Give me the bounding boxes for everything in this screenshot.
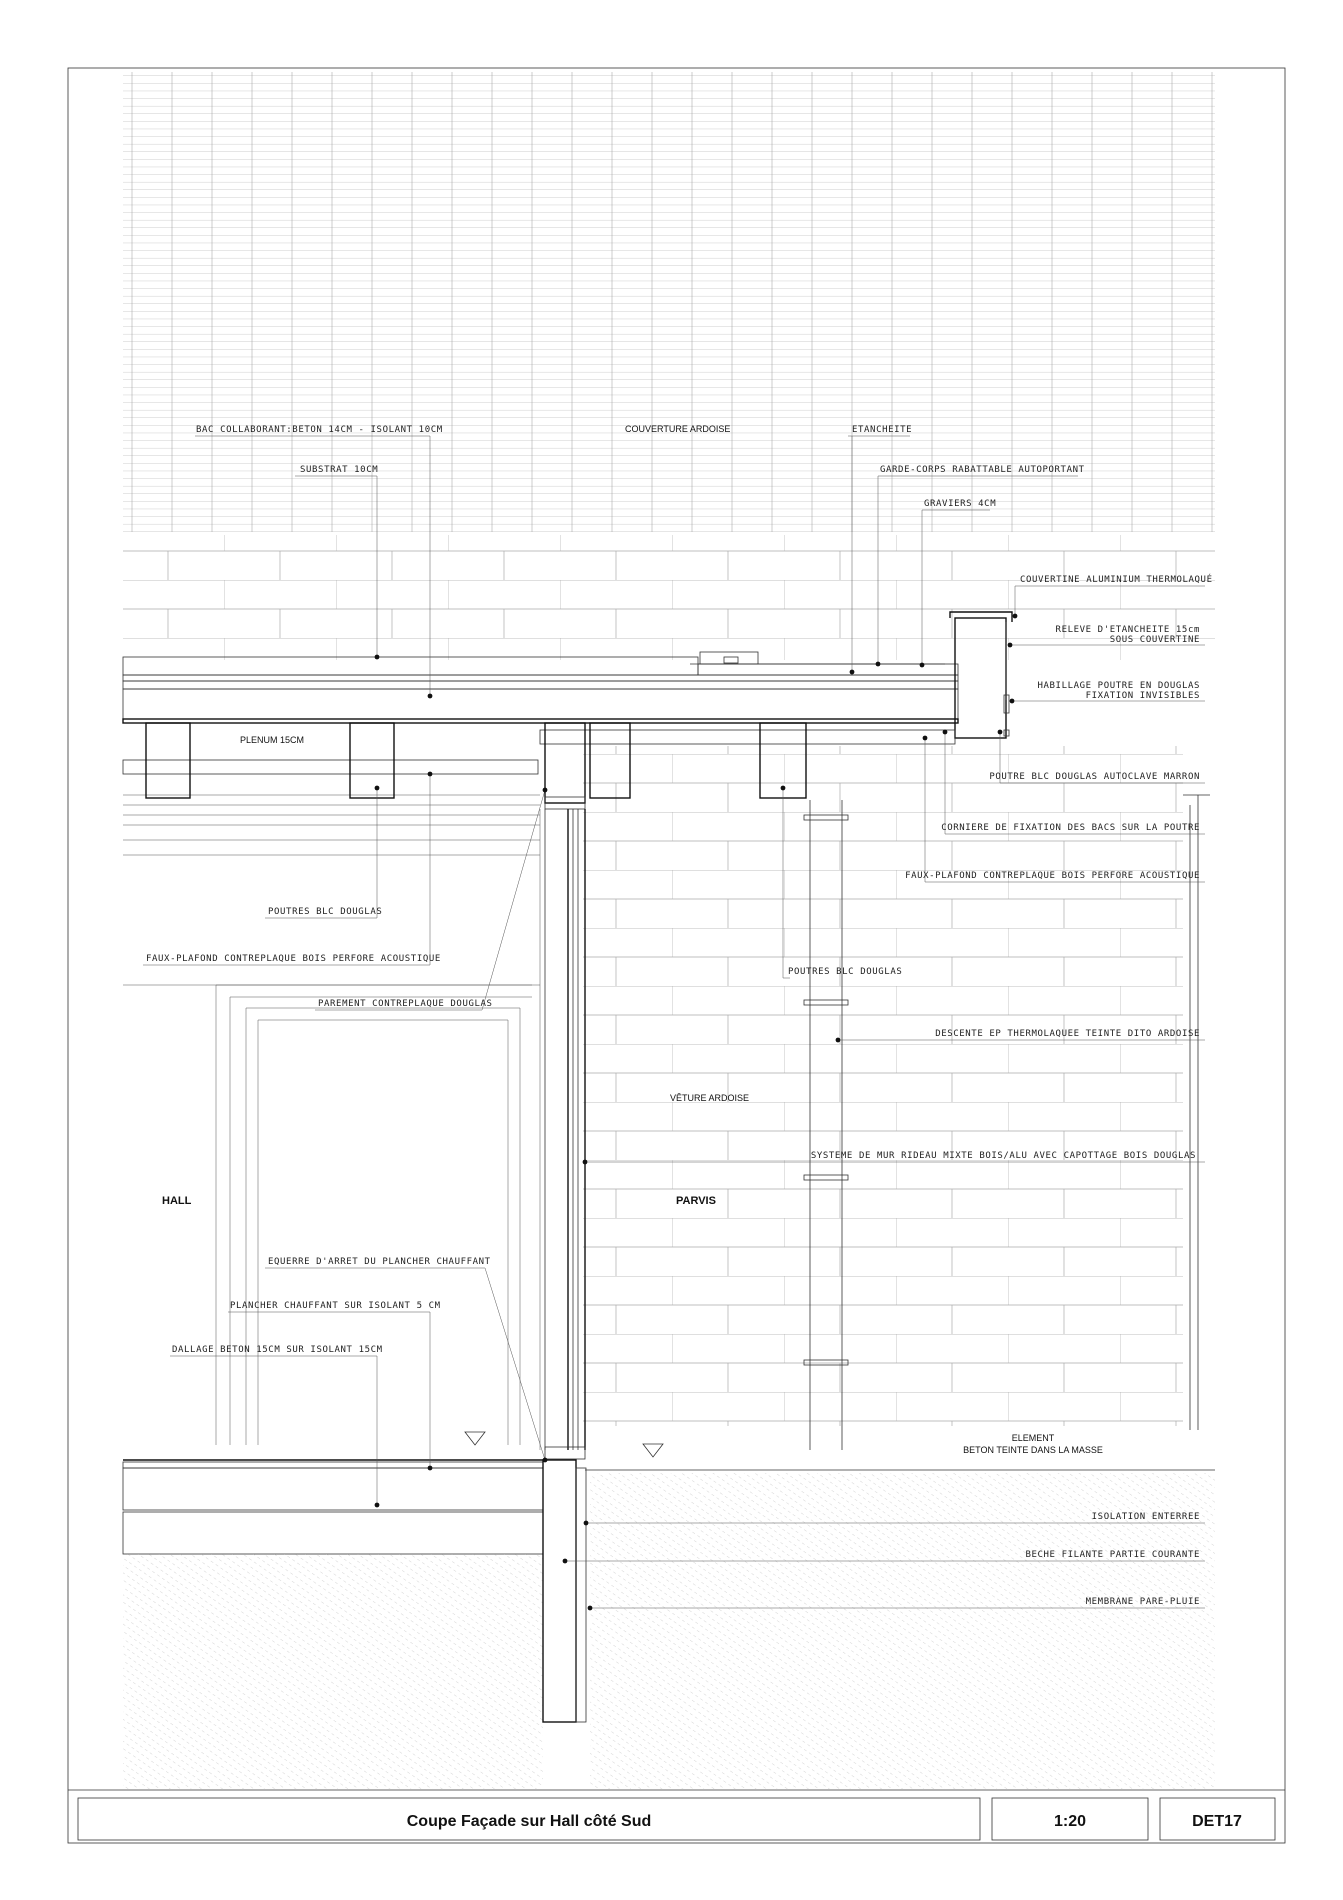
label-releve-2: SOUS COUVERTINE: [1109, 635, 1200, 645]
label-mur-rideau: SYSTEME DE MUR RIDEAU MIXTE BOIS/ALU AVEC CAPOTTAGE BOIS DOUGLAS: [810, 1151, 1196, 1161]
floor-slab: [123, 1460, 545, 1554]
label-habillage-1: HABILLAGE POUTRE EN DOUGLAS: [1037, 681, 1200, 691]
label-equerre: EQUERRE D'ARRET DU PLANCHER CHAUFFANT: [268, 1257, 491, 1267]
label-poutre-autoclave: POUTRE BLC DOUGLAS AUTOCLAVE MARRON: [989, 772, 1200, 782]
label-dallage: DALLAGE BETON 15CM SUR ISOLANT 15CM: [172, 1345, 383, 1355]
drawing-title: Coupe Façade sur Hall côté Sud: [406, 1813, 652, 1830]
label-corniere: CORNIERE DE FIXATION DES BACS SUR LA POUTRE: [941, 823, 1200, 833]
label-faux-plafond-left: FAUX-PLAFOND CONTREPLAQUE BOIS PERFORE ACOUSTIQUE: [146, 954, 441, 964]
exterior-level-marker: [643, 1444, 663, 1457]
label-couvertine: COUVERTINE ALUMINIUM THERMOLAQUÉ: [1020, 575, 1213, 585]
label-couverture-ardoise: COUVERTURE ARDOISE: [625, 424, 731, 434]
label-veture-ardoise: VÊTURE ARDOISE: [670, 1093, 750, 1103]
label-beche: BECHE FILANTE PARTIE COURANTE: [1025, 1550, 1200, 1560]
label-parement: PAREMENT CONTREPLAQUE DOUGLAS: [318, 999, 493, 1009]
label-element-2: BETON TEINTE DANS LA MASSE: [963, 1445, 1103, 1455]
soil-left: [123, 1554, 543, 1789]
masonry-elevation-parvis: [583, 746, 1183, 1426]
drawing-scale: 1:20: [1053, 1813, 1087, 1830]
hall-door-frame: [216, 985, 532, 1445]
title-block: [68, 1790, 1285, 1840]
label-isolation-enterree: ISOLATION ENTERREE: [1091, 1512, 1200, 1522]
label-substrat: SUBSTRAT 10CM: [300, 465, 379, 475]
perforated-ceiling-left: [123, 760, 538, 774]
label-parvis: PARVIS: [676, 1195, 716, 1207]
label-releve-1: RELEVE D'ETANCHEITE 15cm: [1055, 625, 1200, 635]
insulated-head: [545, 723, 585, 803]
label-descente-ep: DESCENTE EP THERMOLAQUEE TEINTE DITO ARDOISE: [935, 1029, 1200, 1039]
label-poutres-left: POUTRES BLC DOUGLAS: [268, 907, 383, 917]
perforated-ceiling-right: [540, 730, 955, 744]
gravel-strip: [698, 664, 958, 675]
slate-cladding-elevation: [123, 72, 1215, 532]
label-bac-collaborant: BAC COLLABORANT:BETON 14CM - ISOLANT 10CM: [196, 425, 443, 435]
curtain-wall: [540, 809, 585, 1459]
label-faux-plafond-right: FAUX-PLAFOND CONTREPLAQUE BOIS PERFORE ACOUSTIQUE: [905, 871, 1200, 881]
interior-level-marker: [465, 1432, 485, 1445]
label-plancher-chauffant: PLANCHER CHAUFFANT SUR ISOLANT 5 CM: [230, 1301, 441, 1311]
buried-insulation: [576, 1468, 586, 1722]
label-membrane: MEMBRANE PARE-PLUIE: [1085, 1597, 1200, 1607]
label-habillage-2: FIXATION INVISIBLES: [1085, 691, 1200, 701]
label-poutres-mid: POUTRES BLC DOUGLAS: [788, 967, 903, 977]
label-garde-corps: GARDE-CORPS RABATTABLE AUTOPORTANT: [880, 465, 1085, 475]
right-edge-profile: [1183, 795, 1210, 1430]
drawing-code: DET17: [1192, 1813, 1242, 1830]
label-plenum: PLENUM 15CM: [240, 735, 305, 745]
roof-buildup: [123, 657, 958, 723]
masonry-elevation-top: [123, 535, 1215, 660]
label-hall: HALL: [162, 1195, 192, 1207]
label-etancheite: ETANCHEITE: [852, 425, 913, 435]
label-graviers: GRAVIERS 4CM: [924, 499, 997, 509]
grade-beam: [543, 1460, 576, 1722]
label-element-1: ELEMENT: [1011, 1433, 1055, 1443]
